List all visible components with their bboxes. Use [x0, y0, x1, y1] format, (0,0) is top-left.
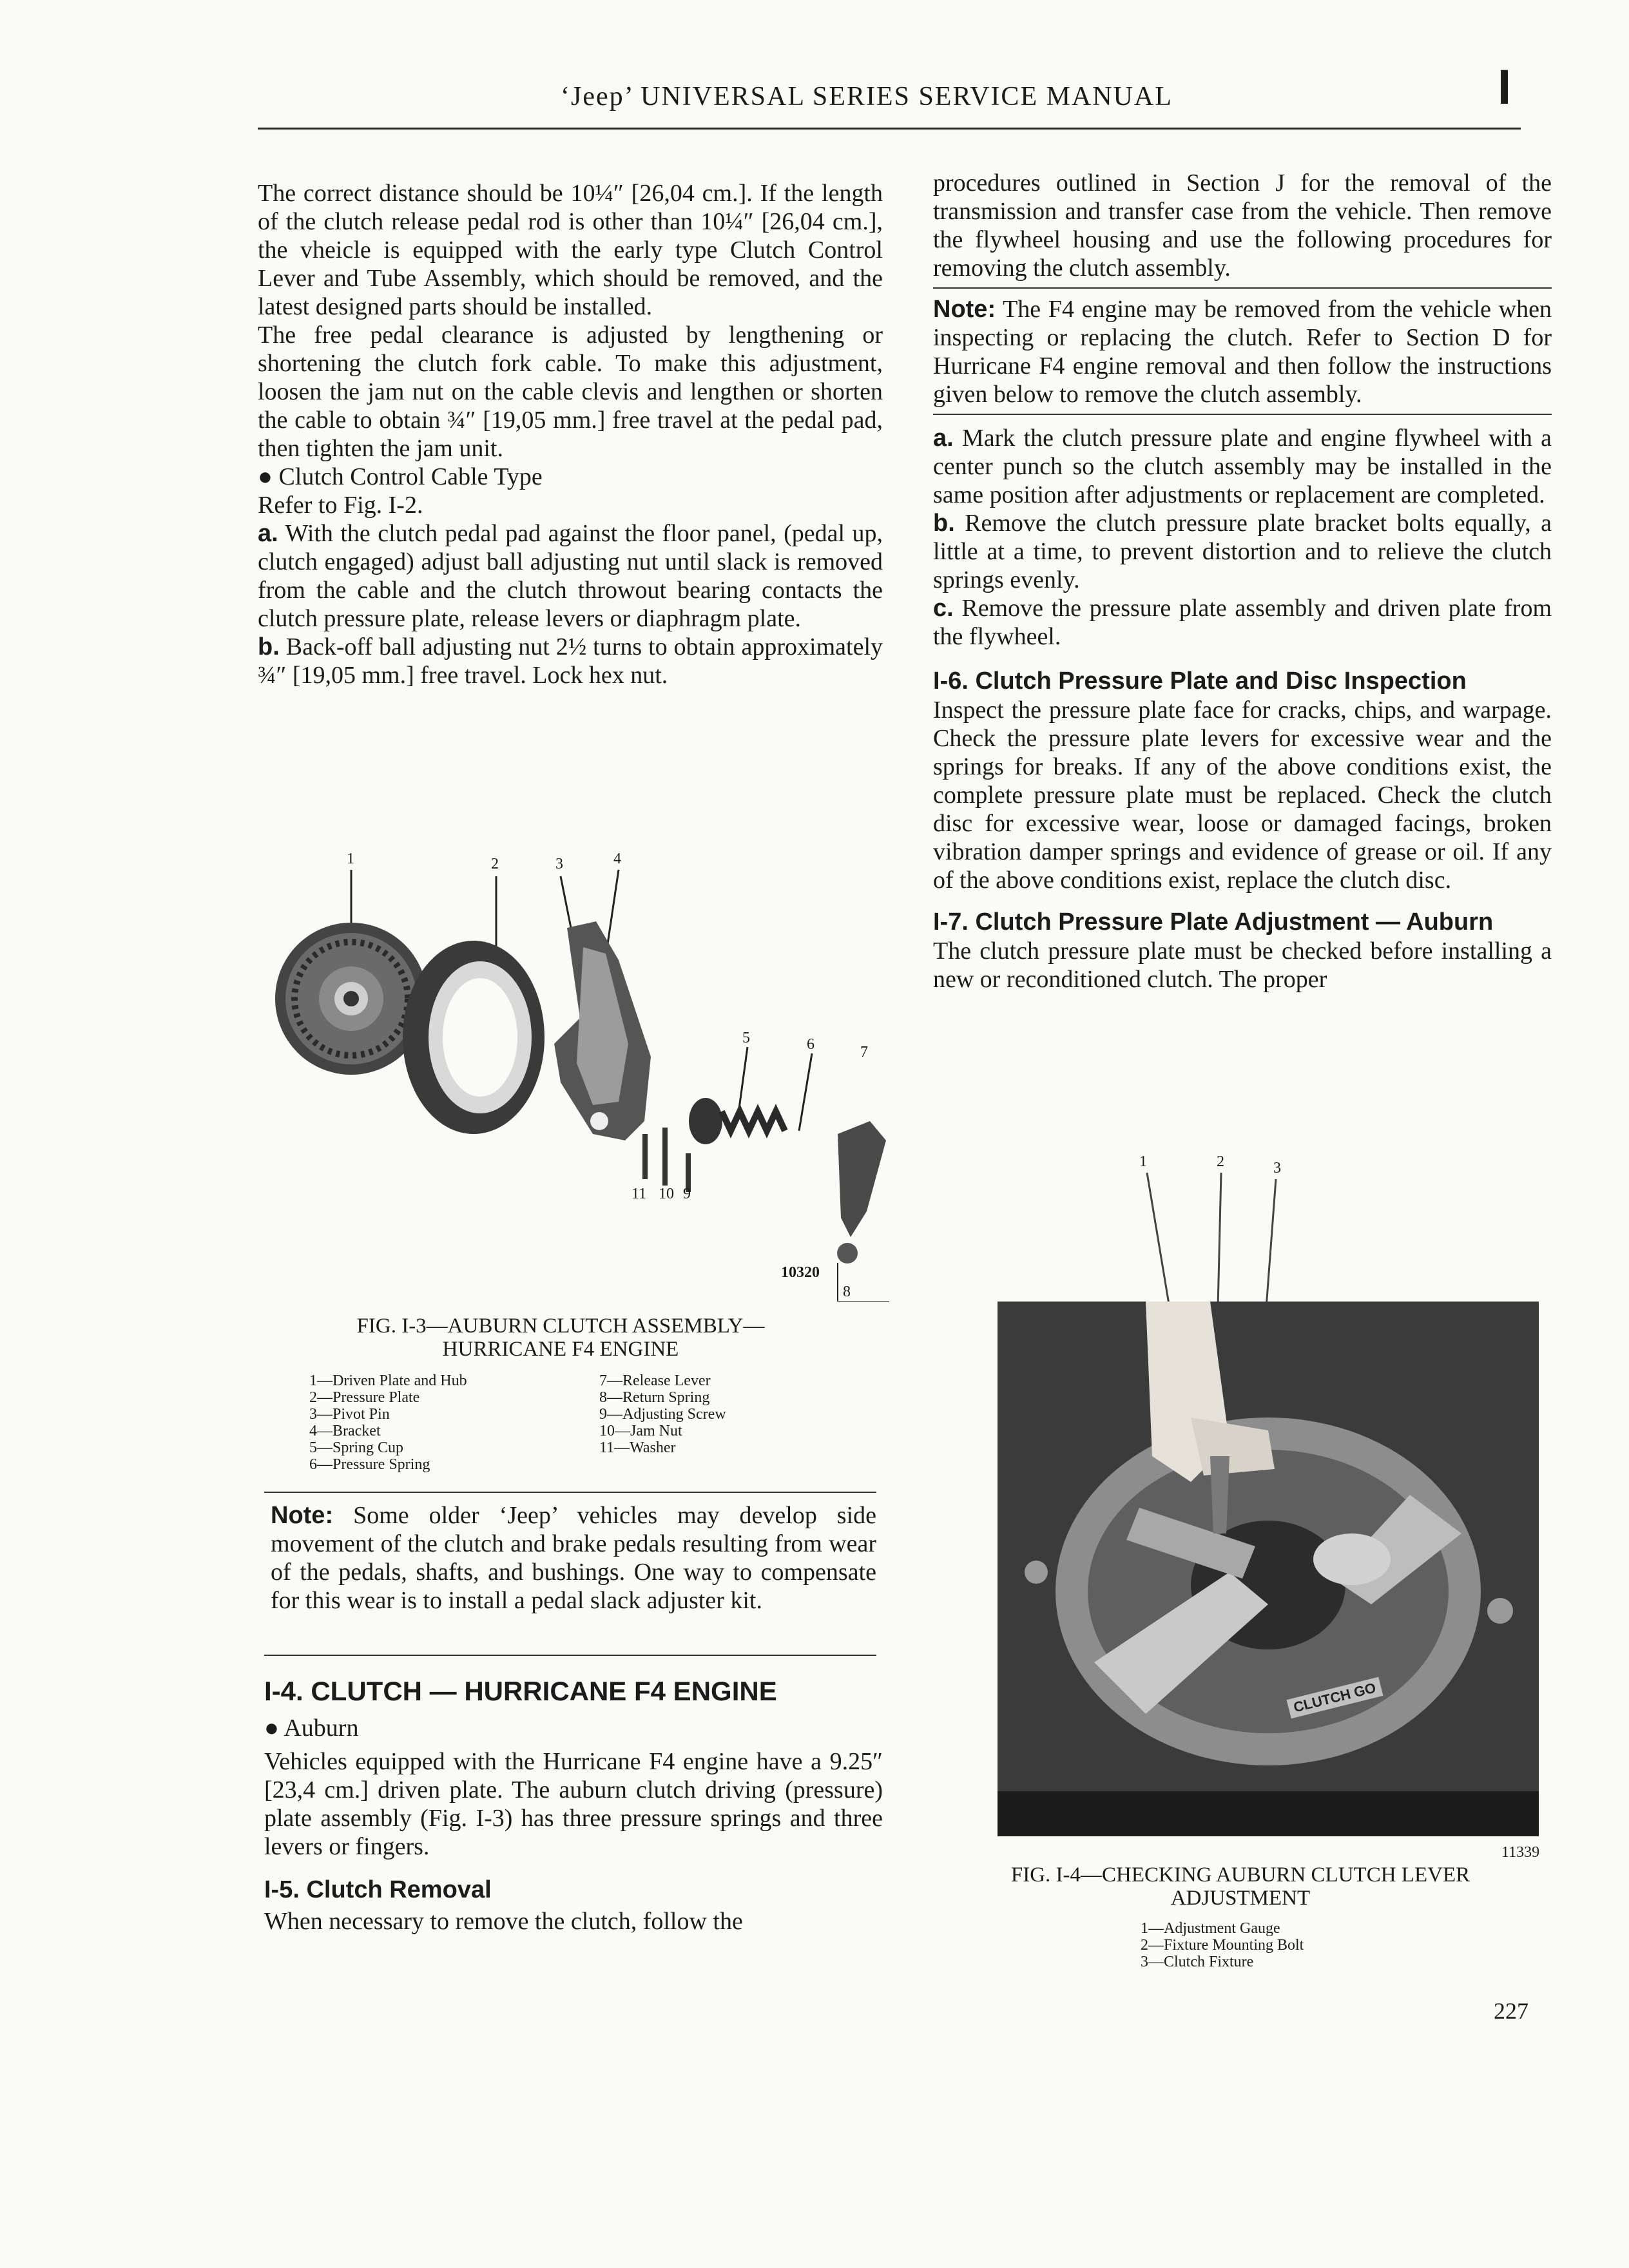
- left-note: [271, 1501, 876, 1615]
- spring-drawing: [689, 1098, 785, 1144]
- right-step-b: [933, 509, 1552, 594]
- page-number: 227: [1494, 1998, 1528, 2024]
- step-a-label: a.: [258, 520, 278, 547]
- left-note-paragraph: [271, 1501, 876, 1615]
- fig4-fixture-label: CLUTCH GO: [1287, 1677, 1383, 1719]
- left-column-bottom: [264, 1675, 883, 1936]
- left-column-top: [258, 179, 883, 689]
- right-step-a-text: Mark the clutch pressure plate and engine flywheel with a center punch so the clutch assembly may be installed in the same position after adjustments or replacement are completed.: [933, 425, 1552, 508]
- left-para-5: When necessary to remove the clutch, follow the: [264, 1908, 743, 1935]
- header-rule: [258, 128, 1521, 130]
- right-column: [933, 169, 1552, 994]
- fig3-callout-2: 2: [491, 856, 499, 872]
- fig3-callout-4: 4: [613, 850, 621, 867]
- step-b-text: Back-off ball adjusting nut 2½ turns to obtain approximately ¾″ [19,05 mm.] free travel. Lock hex nut.: [258, 633, 883, 689]
- fig4-leader-lines: [1121, 1160, 1289, 1314]
- fig4-callout-1: 1: [1139, 1153, 1147, 1170]
- fig3-number: 10320: [781, 1264, 820, 1281]
- left-para-4: Vehicles equipped with the Hurricane F4 engine have a 9.25″ [23,4 cm.] driven plate. The auburn clutch driving (pressure) plate assembly (Fig. I-3) has three pressure springs and three levers or fingers.: [264, 1748, 883, 1860]
- fig3-legend-item: 1—Driven Plate and Hub: [309, 1372, 467, 1389]
- fig3-callout-10: 10: [659, 1186, 674, 1202]
- step-a-text: With the clutch pedal pad against the floor panel, (pedal up, clutch engaged) adjust ball adjusting nut until slack is removed from the cable and the clutch throwout bearing contacts the clutch pressure plate, release levers or diaphragm plate.: [258, 520, 883, 632]
- fig3-callout-3: 3: [555, 856, 563, 872]
- fig3-legend-item: 9—Adjusting Screw: [599, 1406, 726, 1423]
- fig3-callout-11: 11: [631, 1186, 647, 1202]
- left-step-b: [258, 633, 883, 689]
- note-rule-top: [264, 1492, 876, 1493]
- heading-i4: I-4. CLUTCH — HURRICANE F4 ENGINE: [264, 1676, 777, 1706]
- fig4-photo-drawing: [998, 1302, 1539, 1836]
- right-step-c-label: c.: [933, 595, 954, 622]
- fig4-legend-item: 2—Fixture Mounting Bolt: [1141, 1937, 1304, 1954]
- bullet-clutch-cable: ● Clutch Control Cable Type: [258, 463, 543, 490]
- fig4-legend-item: 3—Clutch Fixture: [1141, 1954, 1254, 1970]
- heading-i7: I-7. Clutch Pressure Plate Adjustment — Auburn: [933, 908, 1494, 936]
- fig3-callout-6: 6: [807, 1036, 815, 1053]
- fig3-legend-item: 2—Pressure Plate: [309, 1389, 420, 1406]
- figure-i3: [258, 850, 889, 1302]
- fig3-legend-item: 11—Washer: [599, 1439, 676, 1456]
- fig3-callout-8: 8: [843, 1283, 851, 1300]
- right-step-b-text: Remove the clutch pressure plate bracket bolts equally, a little at a time, to prevent distortion and to relieve the clutch springs evenly.: [933, 510, 1552, 593]
- step-b-label: b.: [258, 633, 280, 660]
- figure-i3-drawing: [258, 850, 889, 1302]
- fig3-legend-item: 6—Pressure Spring: [309, 1456, 430, 1473]
- section-mark: I: [1498, 60, 1512, 115]
- fig3-callout-7: 7: [860, 1044, 868, 1061]
- bullet-auburn: ● Auburn: [264, 1715, 359, 1742]
- right-step-a: [933, 424, 1552, 509]
- left-para-3: Refer to Fig. I-2.: [258, 492, 423, 519]
- left-note-label: Note:: [271, 1502, 334, 1529]
- release-lever-drawing: [838, 1121, 886, 1237]
- right-note: [933, 295, 1552, 408]
- fig3-legend-item: 7—Release Lever: [599, 1372, 711, 1389]
- bullet-auburn-text: Auburn: [284, 1715, 359, 1742]
- left-para-2: The free pedal clearance is adjusted by lengthening or shortening the clutch fork cable. To make this adjustment, loosen the jam nut on the cable clevis and lengthen or shorten the cable to obtain ¾″ [19,05 mm.] free travel at the pedal pad, then tighten the jam unit.: [258, 322, 883, 462]
- right-note-label: Note:: [933, 296, 996, 323]
- bullet-clutch-cable-text: Clutch Control Cable Type: [278, 463, 543, 490]
- heading-i6: I-6. Clutch Pressure Plate and Disc Inspection: [933, 668, 1467, 695]
- fig3-callout-5: 5: [742, 1030, 750, 1046]
- fig3-caption-line2: HURRICANE F4 ENGINE: [442, 1338, 679, 1361]
- fig3-callout-9: 9: [683, 1186, 691, 1202]
- fig4-legend: [1141, 1920, 1398, 1970]
- fig3-legend-item: 4—Bracket: [309, 1423, 381, 1439]
- note-rule-bottom: [264, 1655, 876, 1656]
- right-step-b-label: b.: [933, 510, 955, 537]
- left-note-text: Some older ‘Jeep’ vehicles may develop side movement of the clutch and brake pedals resulting from wear of the pedals, shafts, and bushings. One way to compensate for this wear is to install a pedal slack adjuster kit.: [271, 1502, 877, 1614]
- right-note-rule-top: [933, 287, 1552, 289]
- fig3-caption-line1: FIG. I-3—AUBURN CLUTCH ASSEMBLY—: [356, 1314, 765, 1338]
- bracket-drawing: [554, 921, 651, 1140]
- fig4-caption-line1: FIG. I-4—CHECKING AUBURN CLUTCH LEVER: [1010, 1863, 1470, 1887]
- fig4-callout-lines: [1121, 1153, 1289, 1314]
- right-para-1: procedures outlined in Section J for the removal of the transmission and transfer case from the vehicle. Then remove the flywheel housing and use the following procedures for removing the clutch assembly.: [933, 169, 1552, 282]
- fig3-caption: [264, 1314, 857, 1361]
- right-step-c-text: Remove the pressure plate assembly and driven plate from the flywheel.: [933, 595, 1552, 650]
- manual-title: ‘Jeep’ UNIVERSAL SERIES SERVICE MANUAL: [561, 82, 1173, 111]
- fig3-legend-item: 5—Spring Cup: [309, 1439, 404, 1456]
- fig3-legend-right: [599, 1372, 831, 1456]
- fig4-number: 11339: [1501, 1844, 1540, 1861]
- fig4-legend-item: 1—Adjustment Gauge: [1141, 1920, 1280, 1937]
- fig3-legend-left: [309, 1372, 580, 1473]
- page-header: [258, 77, 1521, 129]
- right-step-a-label: a.: [933, 425, 954, 452]
- right-para-3: The clutch pressure plate must be checked before installing a new or reconditioned clutch. The proper: [933, 937, 1552, 993]
- fig4-caption: [934, 1863, 1547, 1910]
- right-para-2: Inspect the pressure plate face for cracks, chips, and warpage. Check the pressure plate levers for excessive wear and the springs for breaks. If any of the above conditions exist, the complete pressure plate must be replaced. Check the clutch disc for excessive wear, loose or damaged facings, broken vibration damper springs and evidence of grease or oil. If any of the above conditions exist, replace the clutch disc.: [933, 697, 1552, 894]
- right-step-c: [933, 594, 1552, 651]
- fig3-legend-item: 10—Jam Nut: [599, 1423, 682, 1439]
- fig3-legend-item: 8—Return Spring: [599, 1389, 710, 1406]
- fig4-photo: [998, 1302, 1539, 1836]
- heading-i5: I-5. Clutch Removal: [264, 1876, 492, 1903]
- fig4-callout-3: 3: [1273, 1160, 1281, 1177]
- left-para-1: The correct distance should be 10¼″ [26,04 cm.]. If the length of the clutch release pedal rod is other than 10¼″ [26,04 cm.], the vheicle is equipped with the early type Clutch Control Lever and Tube Assembly, which should be removed, and the latest designed parts should be installed.: [258, 180, 883, 320]
- left-step-a: [258, 519, 883, 633]
- fig3-callout-1: 1: [347, 850, 354, 867]
- right-note-text: The F4 engine may be removed from the vehicle when inspecting or replacing the clutch. Refer to Section D for Hurricane F4 engine removal and then follow the instructions given below to remove the clutch assembly.: [933, 296, 1552, 408]
- fig3-legend-item: 3—Pivot Pin: [309, 1406, 390, 1423]
- fig4-callout-2: 2: [1217, 1153, 1224, 1170]
- pressure-plate-drawing: [403, 941, 545, 1134]
- right-note-rule-bottom: [933, 414, 1552, 415]
- fig4-caption-line2: ADJUSTMENT: [1170, 1887, 1311, 1910]
